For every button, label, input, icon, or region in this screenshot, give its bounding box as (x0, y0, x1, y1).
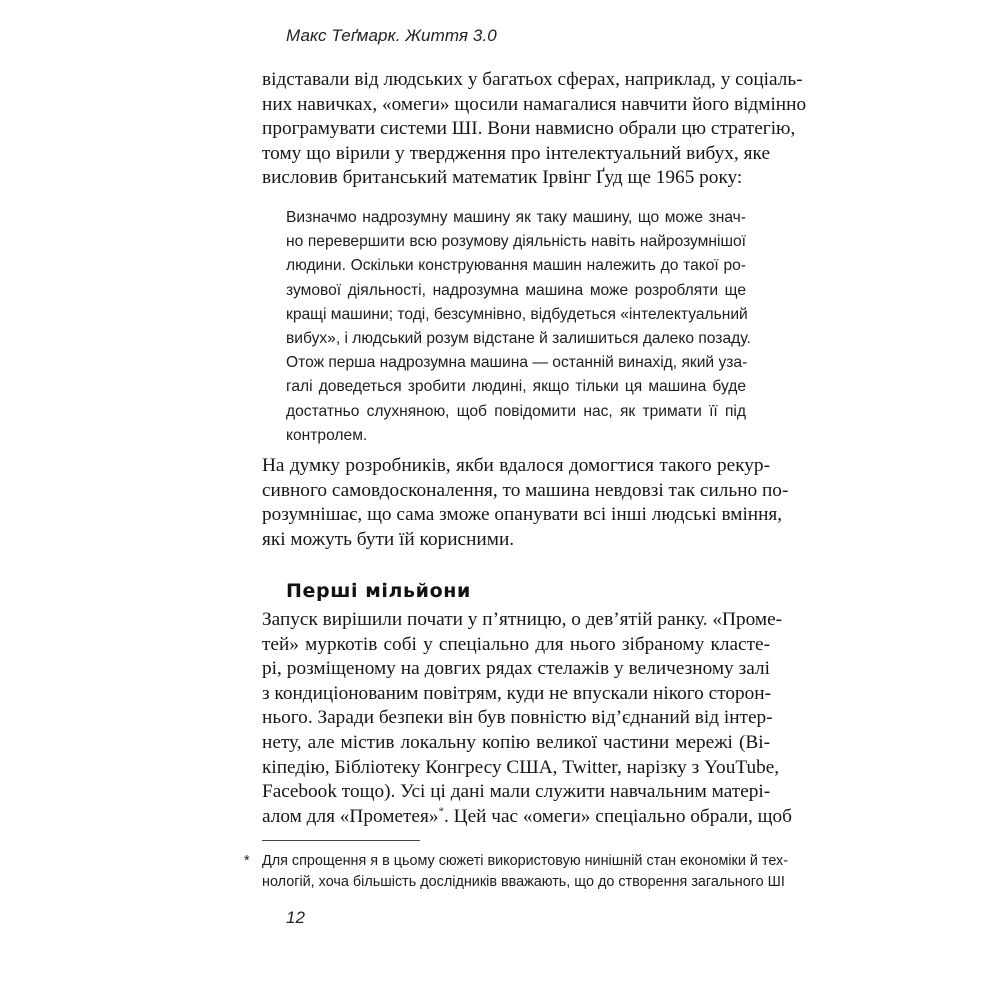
text-fragment: . Цей час «омеги» спеціально обрали, щоб (444, 805, 792, 827)
quote-line: галі доведеться зробити людині, якщо тільки ця машина буде (286, 378, 746, 396)
text-line: висловив британський математик Ірвінг Ґуд ще 1965 року: (262, 167, 743, 189)
quote-line: зумової діяльності, надрозумна машина може розробляти ще (286, 281, 746, 299)
footnote-marker: * (244, 853, 250, 869)
text-line: нету, але містив локальну копію великої частини мережі (Ві- (262, 731, 770, 753)
paragraph-intelligence-explosion (262, 68, 807, 191)
text-line: На думку розробників, якби вдалося домогтися такого рекур- (262, 455, 770, 476)
text-line: Запуск вирішили почати у п’ятницю, о дев’ятій ранку. «Проме- (262, 609, 783, 630)
text-line: з кондиціонованим повітрям, куди не впускали нікого сторон- (262, 682, 772, 704)
quote-line: кращі машини; тоді, безсумнівно, відбудеться «інтелектуальний (286, 305, 748, 323)
text-line: рі, розміщеному на довгих рядах стелажів у величезному залі (262, 658, 770, 680)
block-quote-good (286, 206, 751, 448)
footnote-line: Для спрощення я в цьому сюжеті використовую нинішній стан економіки й тех- (262, 853, 789, 869)
text-line: програмувати системи ШІ. Вони навмисно обрали цю стратегію, (262, 118, 796, 140)
quote-line: Визначмо надрозумну машину як таку машину, що може знач- (286, 209, 746, 226)
text-line: них навичках, «омеги» щосили намагалися навчити його відмінно (262, 93, 807, 115)
text-line: які можуть бути їй корисними. (262, 528, 515, 550)
text-line: відставали від людських у багатьох сферах, наприклад, у соціаль- (262, 69, 803, 90)
footnote-text (262, 851, 789, 893)
section-heading: Перші мільйони (286, 580, 471, 602)
footnote-divider (262, 840, 420, 841)
quote-line: но перевершити всю розумову діяльність навіть найрозумнішої (286, 233, 746, 251)
paragraph-self-improvement (262, 454, 789, 552)
quote-line: контролем. (286, 426, 368, 444)
page-number: 12 (286, 908, 305, 927)
footnote-reference[interactable]: * (438, 805, 444, 818)
paragraph-launch (262, 608, 792, 829)
running-header: Макс Теґмарк. Життя 3.0 (286, 26, 497, 45)
text-line: тому що вірили у твердження про інтелектуальний вибух, яке (262, 142, 770, 164)
text-fragment: алом для «Прометея» (262, 805, 439, 827)
quote-line: Отож перша надрозумна машина — останній винахід, який уза- (286, 354, 748, 372)
quote-line: людини. Оскільки конструювання машин належить до такої ро- (286, 257, 746, 275)
quote-line: вибух», і людський розум відстане й залишиться далеко позаду. (286, 329, 751, 347)
text-line: Facebook тощо). Усі ці дані мали служити навчальним матері- (262, 781, 771, 803)
footnote-line: нологій, хоча більшість дослідників вважають, що до створення загального ШІ (262, 874, 785, 890)
text-line: тей» муркотів собі у спеціально для нього зібраному кластe- (262, 633, 770, 655)
text-line: нього. Заради безпеки він був повністю від’єднаний від інтер- (262, 707, 773, 729)
text-line-with-footnote (262, 805, 792, 830)
text-line: кіпедію, Бібліотеку Конгресу США, Twitter, нарізку з YouTube, (262, 756, 780, 778)
text-line: розумнішає, що сама зможе опанувати всі інші людські вміння, (262, 504, 783, 526)
quote-line: достатньо слухняною, щоб повідомити нас, як тримати її під (286, 402, 746, 420)
text-line: сивного самовдосконалення, то машина невдовзі так сильно по- (262, 479, 789, 501)
